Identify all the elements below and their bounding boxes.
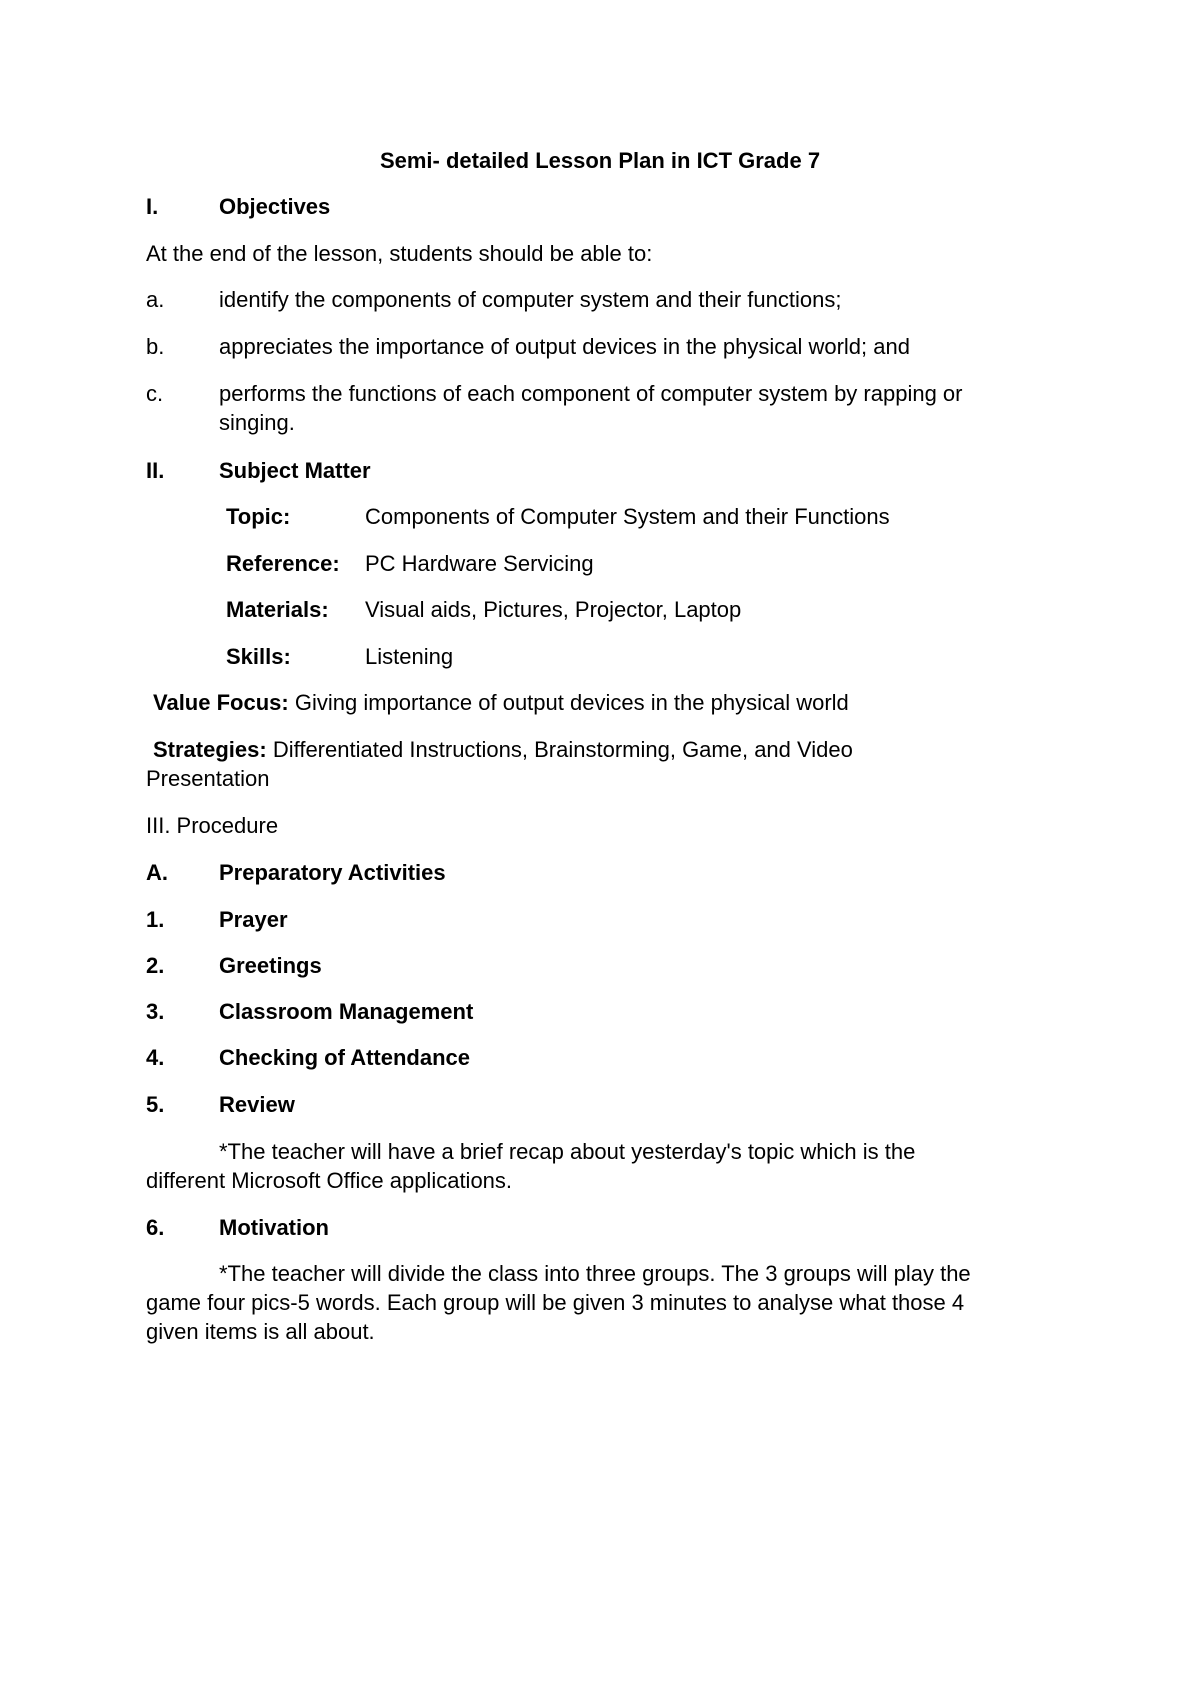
topic-value: Components of Computer System and their Functions [365,504,890,529]
objective-c-text-line2: singing. [219,410,295,435]
strategies-line [153,735,853,764]
value-focus-label: Value Focus: [153,690,289,715]
objectives-intro: At the end of the lesson, students should be able to: [146,241,653,266]
step-4-marker: 4. [146,1045,165,1070]
step-5-heading: Review [219,1092,295,1117]
motivation-note-line3: given items is all about. [146,1319,375,1344]
reference-label: Reference: [226,551,340,576]
materials-value: Visual aids, Pictures, Projector, Laptop [365,597,742,622]
objective-a-text: identify the components of computer system and their functions; [219,287,842,312]
step-1-heading: Prayer [219,907,288,932]
materials-label: Materials: [226,597,329,622]
section-1-heading: Objectives [219,194,331,219]
step-2-marker: 2. [146,953,165,978]
sub-a-marker: A. [146,860,168,885]
section-3-heading: III. Procedure [146,813,279,838]
step-6-heading: Motivation [219,1215,329,1240]
objective-c-text-line1: performs the functions of each component of computer system by rapping or [219,381,963,406]
objective-c-marker: c. [146,381,164,406]
reference-value: PC Hardware Servicing [365,551,594,576]
section-2-numeral: II. [146,458,165,483]
motivation-note-line1: *The teacher will divide the class into three groups. The 3 groups will play the [219,1261,971,1286]
step-5-marker: 5. [146,1092,165,1117]
motivation-note-line2: game four pics-5 words. Each group will be given 3 minutes to analyse what those 4 [146,1290,965,1315]
step-6-marker: 6. [146,1215,165,1240]
skills-label: Skills: [226,644,291,669]
value-focus-line [153,688,849,717]
skills-value: Listening [365,644,454,669]
review-note-line2: different Microsoft Office applications. [146,1168,513,1193]
step-1-marker: 1. [146,907,165,932]
objective-b-marker: b. [146,334,165,359]
objective-a-marker: a. [146,287,165,312]
strategies-value-line1: Differentiated Instructions, Brainstorming, Game, and Video [272,737,853,762]
step-4-heading: Checking of Attendance [219,1045,470,1070]
topic-label: Topic: [226,504,291,529]
strategies-label: Strategies: [153,737,267,762]
review-note-line1: *The teacher will have a brief recap about yesterday's topic which is the [219,1139,916,1164]
section-2-heading: Subject Matter [219,458,371,483]
section-1-numeral: I. [146,194,159,219]
step-3-marker: 3. [146,999,165,1024]
step-3-heading: Classroom Management [219,999,474,1024]
objective-b-text: appreciates the importance of output devices in the physical world; and [219,334,910,359]
document-title: Semi- detailed Lesson Plan in ICT Grade 7 [379,148,821,173]
step-2-heading: Greetings [219,953,322,978]
value-focus-value: Giving importance of output devices in the physical world [294,690,849,715]
sub-a-heading: Preparatory Activities [219,860,446,885]
strategies-value-line2: Presentation [146,766,270,791]
